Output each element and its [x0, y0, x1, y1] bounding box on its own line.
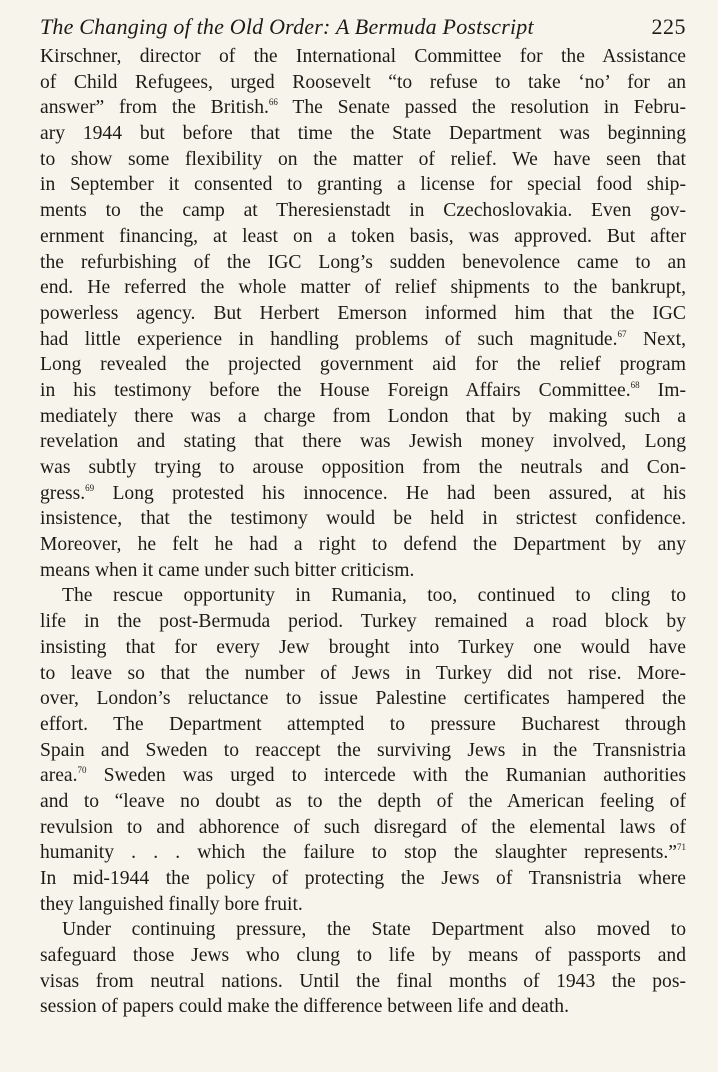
- running-head: [40, 10, 686, 44]
- text-line: [40, 506, 686, 532]
- text-line: [40, 275, 686, 301]
- line-text: Moreover, he felt he had a right to defend the Department by any: [40, 534, 686, 556]
- line-text: to show some flexibility on the matter of relief. We have seen that: [40, 148, 686, 170]
- paragraph: [40, 583, 686, 917]
- text-line: [40, 866, 686, 892]
- text-line: [40, 763, 686, 789]
- line-text: visas from neutral nations. Until the final months of 1943 the pos-: [40, 970, 686, 992]
- footnote-marker: 67: [617, 328, 627, 339]
- line-text: answer” from the British.: [40, 97, 269, 119]
- text-line: [40, 429, 686, 455]
- footnote-marker: 69: [85, 482, 95, 493]
- line-text: they languished finally bore fruit.: [40, 893, 303, 915]
- line-text-continued: Long protested his innocence. He had been assured, at his: [94, 482, 686, 504]
- text-line: [40, 301, 686, 327]
- line-text: ernment financing, at least on a token basis, was approved. But after: [40, 225, 686, 247]
- line-text: session of papers could make the difference between life and death.: [40, 996, 570, 1018]
- text-line: [40, 712, 686, 738]
- text-line: [40, 172, 686, 198]
- text-line: [40, 352, 686, 378]
- text-line: [40, 95, 686, 121]
- footnote-marker: 66: [268, 97, 278, 108]
- text-line: [40, 532, 686, 558]
- line-text-continued: The Senate passed the resolution in Febru-: [277, 97, 686, 119]
- line-text: safeguard those Jews who clung to life by means of passports and: [40, 945, 686, 967]
- text-line: [40, 224, 686, 250]
- text-line: [40, 481, 686, 507]
- line-text: humanity . . . which the failure to stop the slaughter represents.”: [40, 842, 677, 864]
- line-text: revulsion to and abhorence of such disregard of the elemental laws of: [40, 816, 686, 838]
- line-text: in his testimony before the House Foreign Affairs Committee.: [40, 379, 631, 401]
- text-line: [40, 840, 686, 866]
- text-line: [40, 70, 686, 96]
- line-text: the refurbishing of the IGC Long’s sudden benevolence came to an: [40, 251, 686, 273]
- text-line: [40, 994, 686, 1020]
- footnote-marker: 70: [77, 765, 87, 776]
- line-text-continued: Sweden was urged to intercede with the Rumanian authorities: [86, 765, 686, 787]
- line-text: gress.: [40, 482, 86, 504]
- line-text: over, London’s reluctance to issue Palestine certificates hampered the: [40, 688, 686, 710]
- line-text: mediately there was a charge from London that by making such a: [40, 405, 686, 427]
- line-text: insisting that for every Jew brought into Turkey one would have: [40, 636, 686, 658]
- text-line: [40, 147, 686, 173]
- line-text: The rescue opportunity in Rumania, too, continued to cling to: [62, 585, 686, 607]
- line-text: in September it consented to granting a license for special food ship-: [40, 174, 686, 196]
- line-text: In mid-1944 the policy of protecting the Jews of Transnistria where: [40, 868, 686, 889]
- text-line: [40, 609, 686, 635]
- line-text: ary 1944 but before that time the State Department was beginning: [40, 123, 686, 145]
- text-line: [40, 789, 686, 815]
- text-line: [40, 583, 686, 609]
- text-line: [40, 635, 686, 661]
- text-line: [40, 943, 686, 969]
- line-text: revelation and stating that there was Jewish money involved, Long: [40, 431, 686, 453]
- text-line: [40, 892, 686, 918]
- line-text: effort. The Department attempted to pressure Bucharest through: [40, 713, 686, 735]
- text-line: [40, 738, 686, 764]
- line-text: powerless agency. But Herbert Emerson informed him that the IGC: [40, 302, 686, 324]
- line-text: was subtly trying to arouse opposition from the neutrals and Con-: [40, 457, 686, 478]
- line-text: ments to the camp at Theresienstadt in Czechoslovakia. Even gov-: [40, 200, 686, 222]
- text-line: [40, 969, 686, 995]
- book-page: [40, 10, 686, 1020]
- line-text: life in the post-Bermuda period. Turkey remained a road block by: [40, 611, 686, 633]
- line-text: of Child Refugees, urged Roosevelt “to refuse to take ‘no’ for an: [40, 71, 686, 93]
- text-line: [40, 455, 686, 481]
- text-line: [40, 686, 686, 712]
- line-text-continued: Im-: [639, 379, 686, 401]
- line-text-continued: Next,: [626, 328, 687, 350]
- line-text: area.: [40, 765, 78, 787]
- text-line: [40, 327, 686, 353]
- line-text: Kirschner, director of the International Committee for the Assistance: [40, 46, 686, 67]
- text-line: [40, 815, 686, 841]
- text-line: [40, 661, 686, 687]
- running-title: The Changing of the Old Order: A Bermuda Postscript: [40, 14, 534, 39]
- text-line: [40, 404, 686, 430]
- text-line: [40, 250, 686, 276]
- line-text: Long revealed the projected government aid for the relief program: [40, 354, 686, 376]
- text-line: [40, 44, 686, 70]
- footnote-marker: 68: [630, 379, 640, 390]
- line-text: insistence, that the testimony would be held in strictest confidence.: [40, 508, 686, 530]
- paragraph: [40, 44, 686, 583]
- text-line: [40, 917, 686, 943]
- line-text: means when it came under such bitter criticism.: [40, 559, 415, 581]
- line-text: Spain and Sweden to reaccept the surviving Jews in the Transnistria: [40, 739, 686, 761]
- line-text: and to “leave no doubt as to the depth of the American feeling of: [40, 790, 686, 812]
- text-line: [40, 378, 686, 404]
- paragraph: [40, 917, 686, 1020]
- text-line: [40, 121, 686, 147]
- page-number: 225: [651, 14, 686, 39]
- body-text: [40, 44, 686, 1020]
- line-text: had little experience in handling problems of such magnitude.: [40, 328, 618, 350]
- text-line: [40, 558, 686, 584]
- line-text: Under continuing pressure, the State Department also moved to: [62, 919, 686, 941]
- text-line: [40, 198, 686, 224]
- footnote-marker: 71: [677, 842, 686, 853]
- line-text: to leave so that the number of Jews in Turkey did not rise. More-: [40, 662, 686, 684]
- line-text: end. He referred the whole matter of relief shipments to the bankrupt,: [40, 277, 686, 299]
